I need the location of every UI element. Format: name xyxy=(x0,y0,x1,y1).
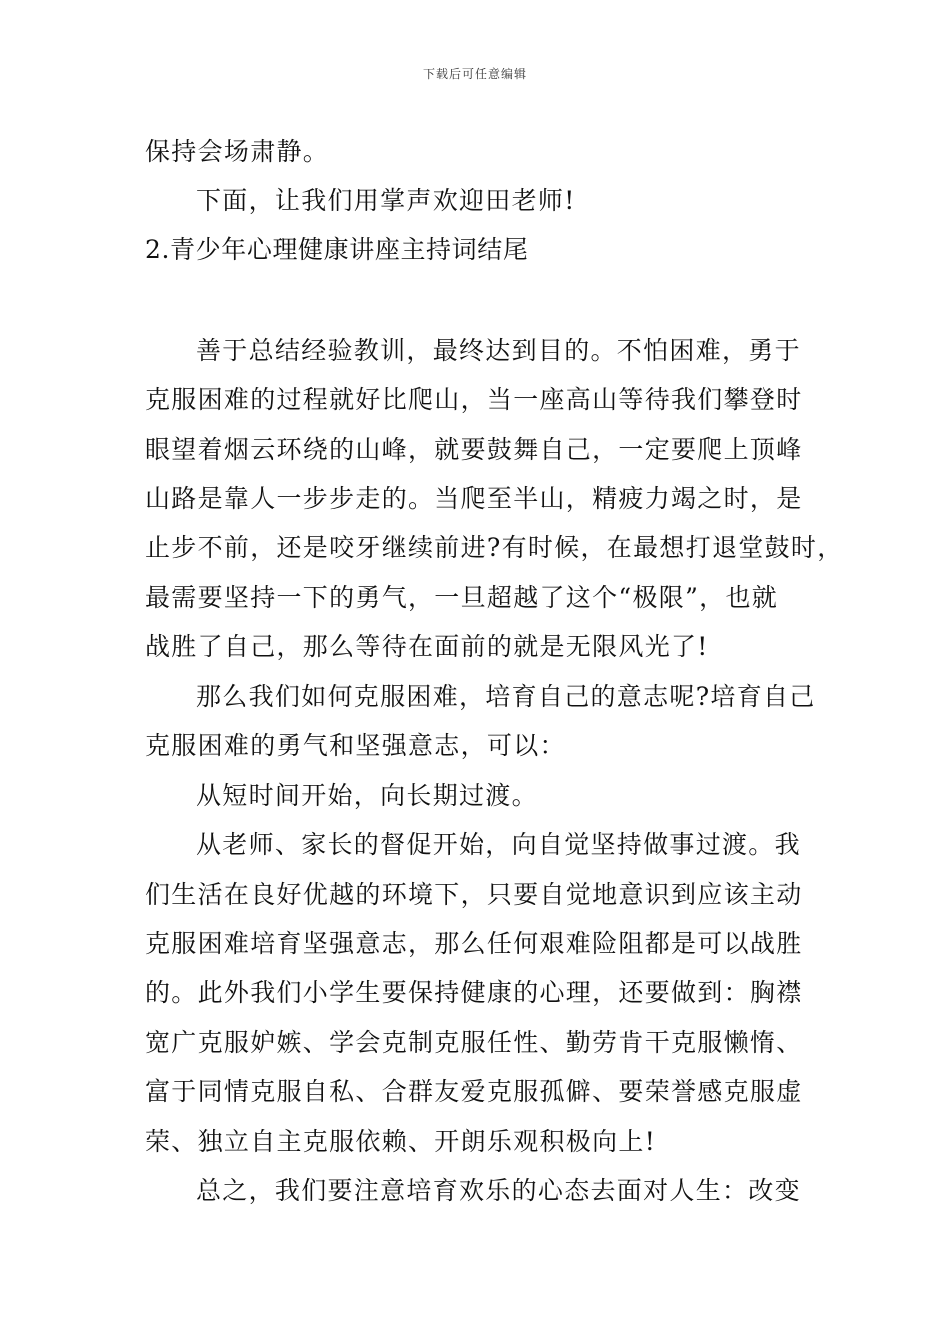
text-line: 保持会场肃静。 xyxy=(145,137,330,166)
text-line: 克服困难培育坚强意志，那么任何艰难险阻都是可以战胜 xyxy=(145,929,803,958)
text-line: 善于总结经验教训，最终达到目的。不怕困难，勇于 xyxy=(196,336,801,365)
text-line: 的。此外我们小学生要保持健康的心理，还要做到：胸襟 xyxy=(145,978,803,1007)
text-line: 宽广克服妒嫉、学会克制克服任性、勤劳肯干克服懒惰、 xyxy=(145,1028,803,1057)
page-header-note: 下载后可任意编辑 xyxy=(422,67,527,81)
text-line: 克服困难的过程就好比爬山，当一座高山等待我们攀登时 xyxy=(145,385,803,414)
text-line: 最需要坚持一下的勇气，一旦超越了这个“极限”，也就 xyxy=(145,583,779,612)
text-line: 那么我们如何克服困难，培育自己的意志呢?培育自己 xyxy=(196,682,816,711)
text-line: 们生活在良好优越的环境下，只要自觉地意识到应该主动 xyxy=(145,880,803,909)
text-line: 战胜了自己，那么等待在面前的就是无限风光了! xyxy=(145,632,709,661)
text-line: 山路是靠人一步步走的。当爬至半山，精疲力竭之时，是 xyxy=(145,484,803,513)
section-heading: 2.青少年心理健康讲座主持词结尾 xyxy=(145,235,529,264)
text-line: 从老师、家长的督促开始，向自觉坚持做事过渡。我 xyxy=(196,830,801,859)
text-line: 下面，让我们用掌声欢迎田老师! xyxy=(196,186,576,215)
text-line: 眼望着烟云环绕的山峰，就要鼓舞自己，一定要爬上顶峰 xyxy=(145,435,803,464)
text-line: 总之，我们要注意培育欢乐的心态去面对人生：改变 xyxy=(196,1176,801,1205)
text-line: 从短时间开始，向长期过渡。 xyxy=(196,781,538,810)
text-line: 富于同情克服自私、合群友爱克服孤僻、要荣誉感克服虚 xyxy=(145,1077,803,1106)
text-line: 荣、独立自主克服依赖、开朗乐观积极向上! xyxy=(145,1127,657,1156)
text-line: 止步不前，还是咬牙继续前进?有时候，在最想打退堂鼓时， xyxy=(145,533,844,562)
text-line: 克服困难的勇气和坚强意志，可以： xyxy=(145,731,566,760)
